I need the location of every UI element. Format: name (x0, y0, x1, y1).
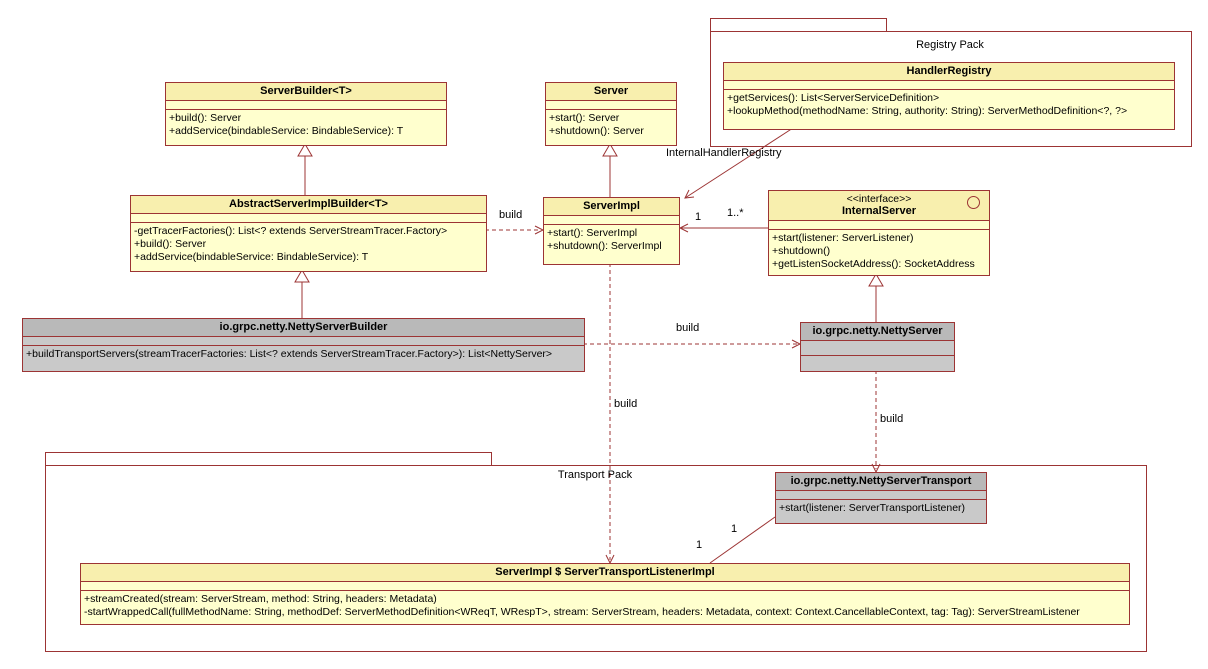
method-entry: +shutdown() (772, 245, 831, 257)
dependency-nettybuilder-to-nettyserver (583, 340, 800, 348)
edge-label-multiplicity-internalserver: 1..* (727, 207, 744, 219)
method-entry: +lookupMethod(methodName: String, authority: String): ServerMethodDefinition<?, ?> (727, 105, 1128, 117)
method-entry: +getServices(): List<ServerServiceDefinition> (727, 92, 940, 104)
class-methods-empty (801, 356, 954, 360)
method-entry: -getTracerFactories(): List<? extends ServerStreamTracer.Factory> (134, 225, 448, 237)
edge-label-multiplicity-transport: 1 (731, 523, 738, 535)
dependency-nettyserver-to-transport (872, 370, 880, 472)
edge-label-internal-handler-registry: InternalHandlerRegistry (666, 147, 782, 159)
class-attributes-empty (166, 101, 446, 110)
class-attributes-empty (769, 221, 989, 230)
class-box-netty-server (800, 322, 955, 372)
class-methods (131, 223, 486, 266)
method-entry: +build(): Server (134, 238, 207, 250)
class-box-abstract-server-impl-builder (130, 195, 487, 272)
class-box-netty-server-builder (22, 318, 585, 372)
method-entry: +shutdown(): ServerImpl (547, 240, 662, 252)
method-entry: -startWrappedCall(fullMethodName: String, methodDef: ServerMethodDefinition<WReqT, WRespT>, stream: ServerStream, headers: Metadata, context: Context.CancellableContext, tag: Tag): ServerStreamListener (84, 606, 1080, 618)
class-attributes-empty (724, 81, 1174, 90)
class-box-handler-registry (723, 62, 1175, 130)
association-transport-to-listenerimpl (710, 517, 775, 563)
class-methods (546, 110, 676, 140)
association-internalserver-to-serverimpl (680, 224, 768, 232)
class-methods (544, 225, 679, 255)
edge-label-build-nettybuilder-nettyserver: build (676, 322, 700, 334)
method-entry: +build(): Server (169, 112, 242, 124)
class-box-server (545, 82, 677, 146)
method-entry: +shutdown(): Server (549, 125, 644, 137)
edge-label-multiplicity-serverimpl: 1 (695, 211, 702, 223)
class-title: ServerImpl $ ServerTransportListenerImpl (81, 564, 1129, 582)
method-entry: +start(listener: ServerTransportListener) (779, 502, 966, 514)
class-methods (23, 346, 584, 363)
class-title (769, 191, 989, 221)
class-attributes-empty (546, 101, 676, 110)
class-methods (769, 230, 989, 273)
generalization-nettybuilder-to-abstractbuilder (295, 270, 309, 318)
class-box-server-builder (165, 82, 447, 146)
method-entry: +start(): ServerImpl (547, 227, 638, 239)
interface-name: InternalServer (842, 205, 916, 217)
method-entry: +streamCreated(stream: ServerStream, method: String, headers: Metadata) (84, 593, 437, 605)
class-title: ServerBuilder<T> (166, 83, 446, 101)
class-methods (81, 591, 1129, 621)
class-attributes-empty (23, 337, 584, 346)
method-entry: +addService(bindableService: BindableService): T (134, 251, 369, 263)
class-box-netty-server-transport (775, 472, 987, 524)
edge-label-build-nettyserver-transport: build (880, 413, 904, 425)
class-title: io.grpc.netty.NettyServerBuilder (23, 319, 584, 337)
dependency-abstractbuilder-to-serverimpl (485, 226, 543, 234)
class-title: HandlerRegistry (724, 63, 1174, 81)
class-methods (776, 500, 986, 517)
transport-pack-label: Transport Pack (557, 469, 633, 481)
class-methods (724, 90, 1174, 120)
method-entry: +addService(bindableService: BindableService): T (169, 125, 404, 137)
generalization-abstractbuilder-to-serverbuilder (298, 144, 312, 195)
class-attributes-empty (544, 216, 679, 225)
interface-circle-icon (967, 196, 980, 209)
dependency-serverimpl-to-listenerimpl (606, 263, 614, 563)
association-handlerregistry-to-serverimpl (685, 128, 793, 198)
method-entry: +start(listener: ServerListener) (772, 232, 914, 244)
class-title: AbstractServerImplBuilder<T> (131, 196, 486, 214)
class-title: Server (546, 83, 676, 101)
edge-label-multiplicity-listenerimpl: 1 (696, 539, 703, 551)
class-box-server-transport-listener-impl (80, 563, 1130, 625)
class-box-server-impl (543, 197, 680, 265)
method-entry: +start(): Server (549, 112, 620, 124)
class-attributes-empty (801, 341, 954, 356)
class-attributes-empty (776, 491, 986, 500)
registry-pack-label: Registry Pack (916, 39, 984, 51)
class-title: ServerImpl (544, 198, 679, 216)
class-title: io.grpc.netty.NettyServer (801, 323, 954, 341)
class-methods (166, 110, 446, 140)
edge-label-build-serverimpl-listenerimpl: build (614, 398, 638, 410)
class-box-internal-server (768, 190, 990, 276)
method-entry: +buildTransportServers(streamTracerFactories: List<? extends ServerStreamTracer.Factory>): List<NettyServer> (26, 348, 553, 360)
method-entry: +getListenSocketAddress(): SocketAddress (772, 258, 975, 270)
edge-label-build-abstractbuilder-serverimpl: build (499, 209, 523, 221)
generalization-serverimpl-to-server (603, 144, 617, 197)
class-title: io.grpc.netty.NettyServerTransport (776, 473, 986, 491)
generalization-nettyserver-to-internalserver (869, 274, 883, 322)
class-attributes-empty (131, 214, 486, 223)
stereotype-label: <<interface>> (846, 193, 912, 205)
class-attributes-empty (81, 582, 1129, 591)
